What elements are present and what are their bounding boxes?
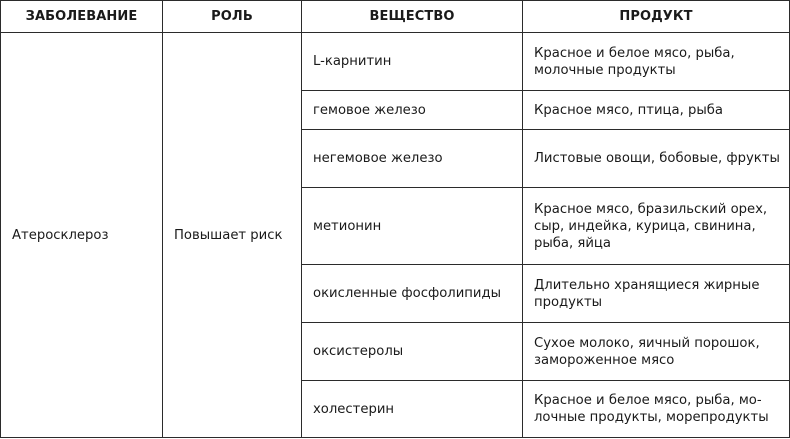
role-cell: Повышает риск [163, 33, 302, 438]
product-cell: Красное мясо, бразильский орех, сыр, индейка, курица, свинина, рыба, яйца [523, 188, 790, 265]
product-cell: Красное и белое мясо, рыба, мо-лочные продукты, морепродукты [523, 381, 790, 438]
header-product: ПРОДУКТ [523, 1, 790, 33]
substance-cell: негемовое железо [302, 130, 523, 188]
substance-cell: гемовое железо [302, 91, 523, 130]
substance-cell: оксистеролы [302, 323, 523, 381]
disease-cell: Атеросклероз [1, 33, 163, 438]
table-header-row [1, 1, 790, 33]
table-row [1, 33, 790, 91]
substance-cell: окисленные фосфолипиды [302, 265, 523, 323]
header-substance: ВЕЩЕСТВО [302, 1, 523, 33]
product-cell: Длительно хранящиеся жирные продукты [523, 265, 790, 323]
substance-cell: L-карнитин [302, 33, 523, 91]
product-cell: Листовые овощи, бобовые, фрукты [523, 130, 790, 188]
header-disease: ЗАБОЛЕВАНИЕ [1, 1, 163, 33]
header-role: РОЛЬ [163, 1, 302, 33]
product-cell: Сухое молоко, яичный порошок, замороженное мясо [523, 323, 790, 381]
product-cell: Красное мясо, птица, рыба [523, 91, 790, 130]
substance-cell: метионин [302, 188, 523, 265]
substance-cell: холестерин [302, 381, 523, 438]
product-cell: Красное и белое мясо, рыба, молочные продукты [523, 33, 790, 91]
